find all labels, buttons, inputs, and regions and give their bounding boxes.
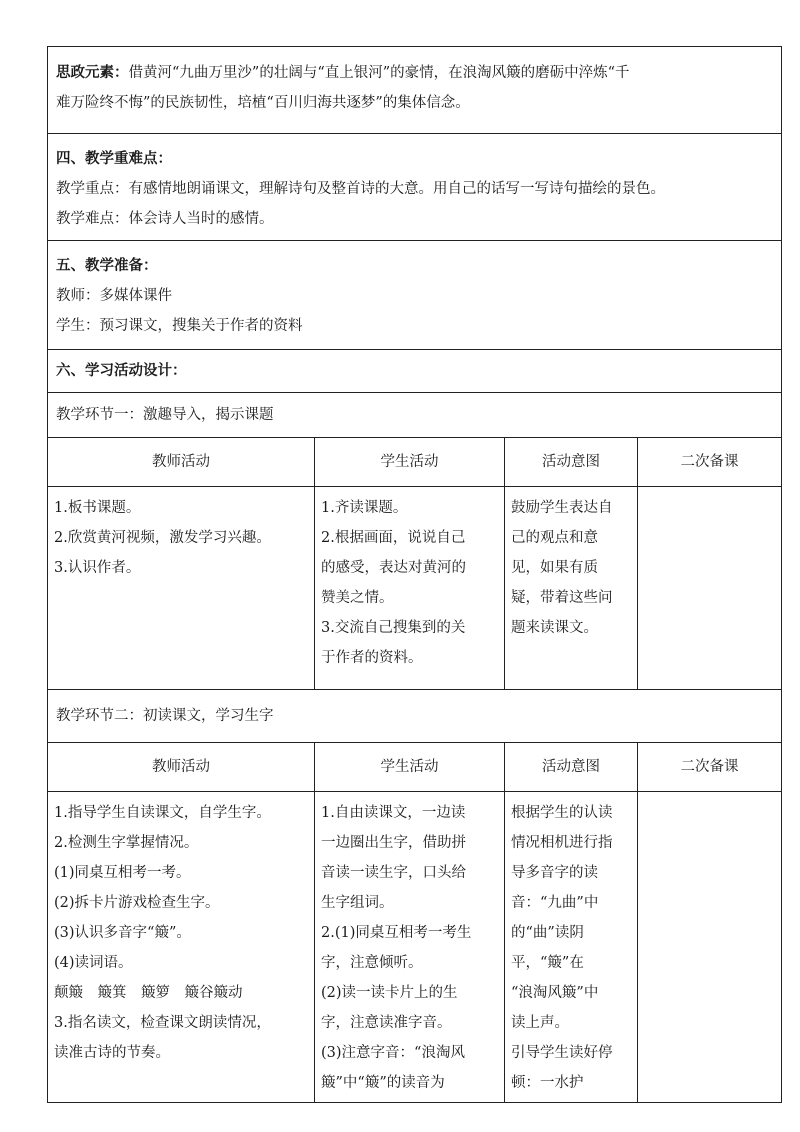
- segment2-teacher-line: 1.指导学生自读课文，自学生字。: [54, 805, 271, 821]
- header-second-prep: 二次备课: [638, 743, 782, 792]
- ideology-label: 思政元素：: [56, 64, 129, 81]
- activity-design-title: 六、学习活动设计：: [56, 362, 187, 379]
- segment1-second-cell: [638, 487, 782, 690]
- header-teacher-activity: 教师活动: [48, 438, 315, 487]
- header-second-prep: 二次备课: [638, 438, 782, 487]
- segment2-intent-line: 平，“簸”在: [511, 955, 584, 971]
- key-points-difficulty: 教学难点：体会诗人当时的感情。: [56, 211, 274, 227]
- segment1-intent-line: 己的观点和意: [511, 530, 598, 546]
- segment2-student-line: 1.自由读课文，一边读: [321, 805, 466, 821]
- segment2-intent-line: 顿：一水护: [511, 1075, 584, 1091]
- header-student-activity: 学生活动: [315, 438, 505, 487]
- segment2-teacher-line: (1)同桌互相考一考。: [54, 865, 191, 881]
- segment2-teacher-cell: [48, 792, 315, 1103]
- segment1-intent-line: 鼓励学生表达自: [511, 500, 613, 516]
- segment1-student-line: 2.根据画面，说说自己: [321, 530, 466, 546]
- segment1-intent-line: 疑，带着这些问: [511, 590, 613, 606]
- preparation-row: [48, 241, 782, 350]
- header-student-activity: 学生活动: [315, 743, 505, 792]
- segment2-content-row: [48, 792, 782, 1103]
- segment1-content-row: [48, 487, 782, 690]
- key-points-row: [48, 134, 782, 241]
- segment1-teacher-line: 2.欣赏黄河视频，激发学习兴趣。: [54, 530, 271, 546]
- segment2-teacher-line: 2.检测生字掌握情况。: [54, 835, 199, 851]
- segment2-intent-line: 导多音字的读: [511, 865, 598, 881]
- segment2-title-row: [48, 690, 782, 743]
- segment2-intent-line: 音：“九曲”中: [511, 895, 599, 911]
- segment2-intent-line: 根据学生的认读: [511, 805, 613, 821]
- segment2-intent-line: 情况相机进行指: [511, 835, 613, 851]
- preparation-title: 五、教学准备：: [56, 257, 158, 274]
- segment2-student-line: 音读一读生字，口头给: [321, 865, 466, 881]
- ideology-text-2: 难万险终不悔”的民族韧性，培植“百川归海共逐梦”的集体信念。: [56, 95, 470, 111]
- segment2-second-cell: [638, 792, 782, 1103]
- preparation-student: 学生：预习课文，搜集关于作者的资料: [56, 318, 303, 334]
- activity-design-row: [48, 350, 782, 393]
- segment1-student-cell: [315, 487, 505, 690]
- segment2-student-line: (3)注意字音：“浪淘风: [321, 1045, 465, 1061]
- segment1-header-row: [48, 438, 782, 487]
- header-teacher-activity: 教师活动: [48, 743, 315, 792]
- segment2-teacher-line: (4)读词语。: [54, 955, 133, 971]
- key-points-focus: 教学重点：有感情地朗诵课文，理解诗句及整首诗的大意。用自己的话写一写诗句描绘的景色。: [56, 181, 665, 197]
- segment2-student-line: 字，注意读准字音。: [321, 1015, 452, 1031]
- segment1-student-line: 的感受，表达对黄河的: [321, 560, 466, 576]
- segment2-student-line: 字，注意倾听。: [321, 955, 423, 971]
- segment1-title: 教学环节一：激趣导入，揭示课题: [56, 407, 274, 423]
- segment2-intent-line: 的“曲”读阴: [511, 925, 584, 941]
- segment2-student-line: 簸”中“簸”的读音为: [321, 1075, 445, 1091]
- key-points-title: 四、教学重难点：: [56, 150, 172, 167]
- segment2-teacher-line: 3.指名读文，检查课文朗读情况，: [54, 1015, 271, 1031]
- segment2-title: 教学环节二：初读课文，学习生字: [56, 708, 274, 724]
- segment2-teacher-line: 读准古诗的节奏。: [54, 1045, 170, 1061]
- segment1-student-line: 于作者的资料。: [321, 650, 423, 666]
- segment2-header-row: [48, 743, 782, 792]
- segment1-teacher-line: 1.板书课题。: [54, 500, 141, 516]
- header-activity-intent: 活动意图: [505, 743, 638, 792]
- segment2-student-cell: [315, 792, 505, 1103]
- lesson-plan-page: [47, 46, 781, 1103]
- segment2-teacher-line: (3)认识多音字“簸”。: [54, 925, 191, 941]
- segment1-teacher-line: 3.认识作者。: [54, 560, 141, 576]
- segment2-student-line: 生字组词。: [321, 895, 394, 911]
- segment1-intent-cell: [505, 487, 638, 690]
- segment2-teacher-line: 颠簸 簸箕 簸箩 簸谷簸动: [54, 985, 243, 1001]
- segment2-intent-line: 引导学生读好停: [511, 1045, 613, 1061]
- segment2-intent-line: “浪淘风簸”中: [511, 985, 599, 1001]
- segment1-title-row: [48, 393, 782, 438]
- segment1-teacher-cell: [48, 487, 315, 690]
- header-activity-intent: 活动意图: [505, 438, 638, 487]
- segment2-intent-cell: [505, 792, 638, 1103]
- segment1-student-line: 3.交流自己搜集到的关: [321, 620, 466, 636]
- segment1-student-line: 1.齐读课题。: [321, 500, 408, 516]
- segment1-intent-line: 见，如果有质: [511, 560, 598, 576]
- segment2-teacher-line: (2)拆卡片游戏检查生字。: [54, 895, 220, 911]
- segment2-intent-line: 读上声。: [511, 1015, 569, 1031]
- segment2-student-line: 2.(1)同桌互相考一考生: [321, 925, 472, 941]
- segment1-student-line: 赞美之情。: [321, 590, 394, 606]
- segment1-intent-line: 题来读课文。: [511, 620, 598, 636]
- ideology-text-1: 借黄河“九曲万里沙”的壮阔与“直上银河”的豪情，在浪淘风簸的磨砺中淬炼“千: [128, 65, 630, 81]
- lesson-plan-table: [47, 46, 782, 1103]
- ideology-row: [48, 47, 782, 134]
- preparation-teacher: 教师：多媒体课件: [56, 288, 172, 304]
- segment2-student-line: (2)读一读卡片上的生: [321, 985, 458, 1001]
- segment2-student-line: 一边圈出生字，借助拼: [321, 835, 466, 851]
